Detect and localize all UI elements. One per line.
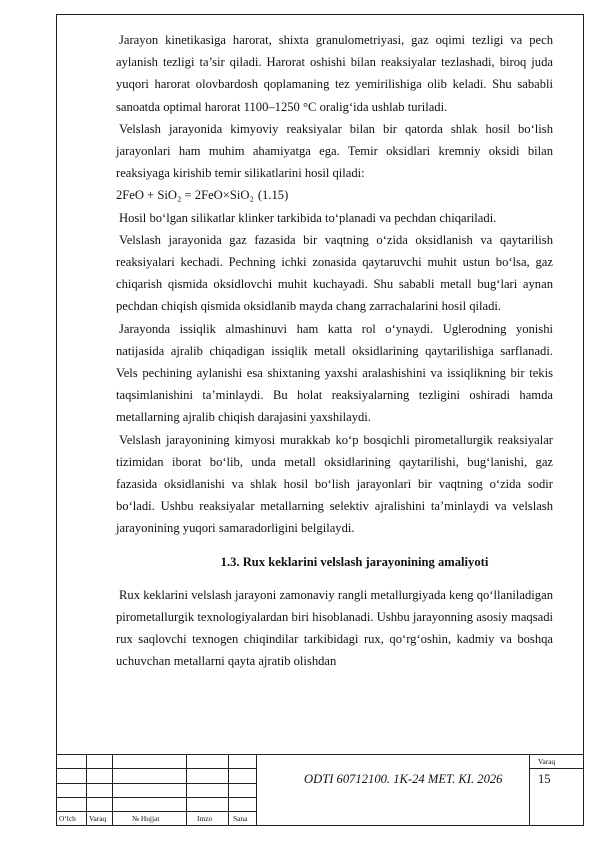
col-label-olch: O‘lch [59,814,76,823]
col-label-imzo: Imzo [197,814,213,823]
equation-number: (1.15) [257,188,289,203]
sheet-number: 15 [538,772,551,786]
paragraph-3: Hosil bo‘lgan silikatlar klinker tarkibida to‘planadi va pechdan chiqariladi. [119,210,497,225]
paragraph-1: Jarayon kinetikasiga harorat, shixta granulometriyasi, gaz oqimi tezligi va pech aylanish tezligi ta’sir qiladi. Harorat oshishi bilan reaksiyalar tezlashadi, biroq juda yuqori harorat olovbardosh qoplamaning tez yemirilishiga olib keladi. Shu sababli sanoatda optimal harorat 1100–1250 °C oralig‘ida ushlab turiladi. [116,33,553,114]
document-body [116,29,553,673]
paragraph-4: Velslash jarayonida gaz fazasida bir vaqtning o‘zida oksidlanish va qaytarilish reaksiyalari kechadi. Pechning ichki zonasida qaytaruvchi muhit ustun bo‘lsa, gaz chiqarish qismida oksidlovchi muhit kuchayadi. Shu sababli metall bug‘lari aynan pechdan chiqish qismida oksidlanib mayda chang zarrachalarini hosil qiladi. [116,232,553,314]
col-label-varaq: Varaq [89,814,107,823]
paragraph-6: Velslash jarayonining kimyosi murakkab ko‘p bosqichli pirometallurgik reaksiyalar tizimidan iborat bo‘lib, unda metall oksidlarining qaytarilishi, bug‘lanishi, gaz fazasida oksidlanishi va shlak hosil bo‘lish jarayonlari bir vaqtning o‘zida sodir bo‘ladi. Ushbu reaksiyalar metallarning selektiv ajralishini ta’minlaydi va velslash jarayonining yuqori samaradorligini belgilaydi. [116,432,553,536]
paragraph-5: Jarayonda issiqlik almashinuvi ham katta rol o‘ynaydi. Uglerodning yonishi natijasida ajralib chiqadigan issiqlik metall oksidlarining qaytarilishiga sarflanadi. Vels pechining aylanishi esa shixtaning yaxshi aralashishini va issiqlikning bir tekis taqsimlanishini ta’minlaydi. Bu holat reaksiyalarning tezligini oshiradi hamda metallarning ajralib chiqish darajasini yaxshilaydi. [116,321,553,425]
equation-line [116,184,553,206]
paragraph-7: Rux keklarini velslash jarayoni zamonaviy rangli metallurgiyada keng qo‘llaniladigan pirometallurgik texnologiyalardan biri hisoblanadi. Ushbu jarayonning asosiy maqsadi rux saqlovchi texnogen chiqindilar tarkibidagi rux, qo‘rg‘oshin, kadmiy va boshqa uchuvchan metallarni qayta ajratib olishdan [116,587,553,669]
document-code: ODTI 60712100. 1K-24 MET. KI. 2026 [304,772,503,786]
section-heading: 1.3. Rux keklarini velslash jarayonining amaliyoti [220,554,489,569]
title-block [56,754,584,826]
col-label-hujjat: № Hujjat [132,814,160,823]
col-label-sana: Sana [233,814,248,823]
paragraph-2: Velslash jarayonida kimyoviy reaksiyalar bilan bir qatorda shlak hosil bo‘lish jarayonlari ham muhim ahamiyatga ega. Temir oksidlari kremniy oksidi bilan reaksiyaga kirishib temir silikatlarini hosil qiladi: [116,121,553,181]
equation-formula: 2FeO + SiO₂ = 2FeO×SiO₂ [116,188,254,203]
sheet-label: Varaq [538,757,556,766]
